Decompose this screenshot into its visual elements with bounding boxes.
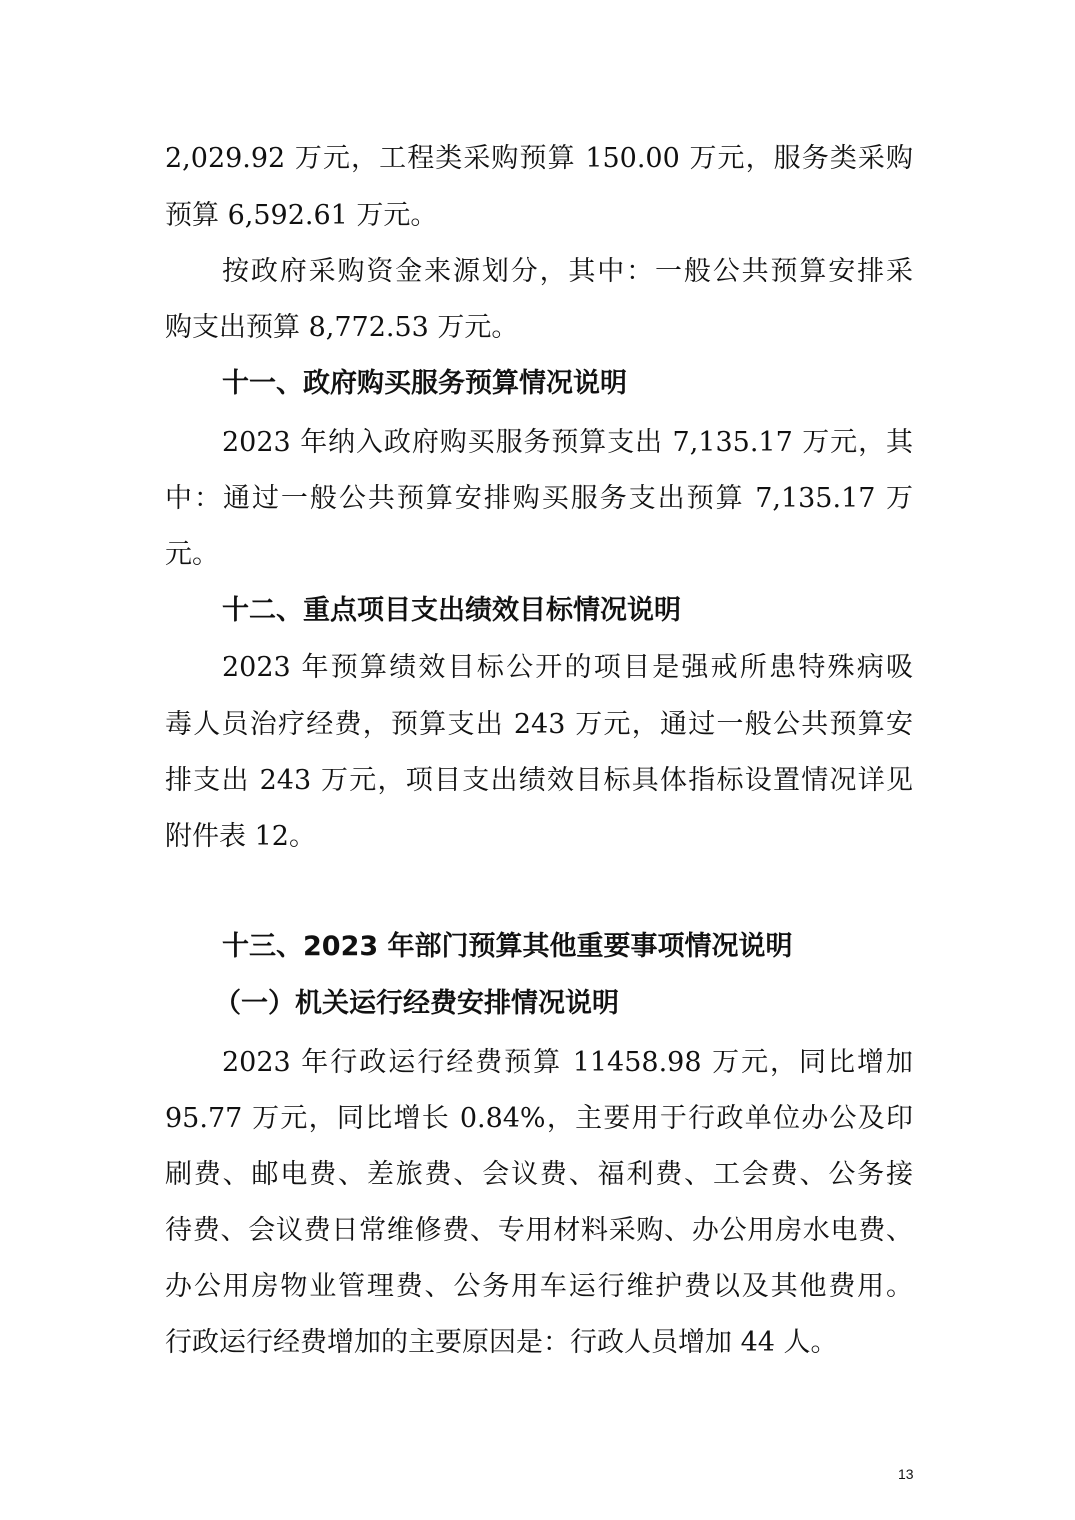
body-line: 附件表 12。 [165,821,316,852]
body-line: 行政运行经费增加的主要原因是：行政人员增加 44 人。 [165,1327,838,1358]
body-line: 购支出预算 8,772.53 万元。 [165,312,519,343]
body-line: 办公用房物业管理费、公务用车运行维护费以及其他费用。 [165,1271,913,1302]
body-line: 待费、会议费日常维修费、专用材料采购、办公用房水电费、 [165,1215,913,1246]
subsection-heading: （一）机关运行经费安排情况说明 [214,988,619,1019]
body-line: 预算 6,592.61 万元。 [165,200,438,231]
page-number: 13 [898,1466,914,1482]
section-heading: 十三、2023 年部门预算其他重要事项情况说明 [222,931,793,962]
section-heading: 十一、政府购买服务预算情况说明 [222,368,627,399]
body-line: 刷费、邮电费、差旅费、会议费、福利费、工会费、公务接 [165,1159,913,1190]
body-line: 2023 年纳入政府购买服务预算支出 7,135.17 万元，其 [222,427,913,458]
section-heading: 十二、重点项目支出绩效目标情况说明 [222,595,681,626]
body-line: 2023 年行政运行经费预算 11458.98 万元，同比增加 [222,1047,913,1078]
body-line: 排支出 243 万元，项目支出绩效目标具体指标设置情况详见 [165,765,913,796]
body-line: 2023 年预算绩效目标公开的项目是强戒所患特殊病吸 [222,652,913,683]
body-line: 元。 [165,539,219,570]
body-line: 中：通过一般公共预算安排购买服务支出预算 7,135.17 万 [165,483,913,514]
body-line: 2,029.92 万元，工程类采购预算 150.00 万元，服务类采购 [165,143,913,174]
body-line: 95.77 万元，同比增长 0.84%，主要用于行政单位办公及印 [165,1103,913,1134]
body-line: 按政府采购资金来源划分，其中：一般公共预算安排采 [222,256,913,287]
body-line: 毒人员治疗经费，预算支出 243 万元，通过一般公共预算安 [165,709,913,740]
